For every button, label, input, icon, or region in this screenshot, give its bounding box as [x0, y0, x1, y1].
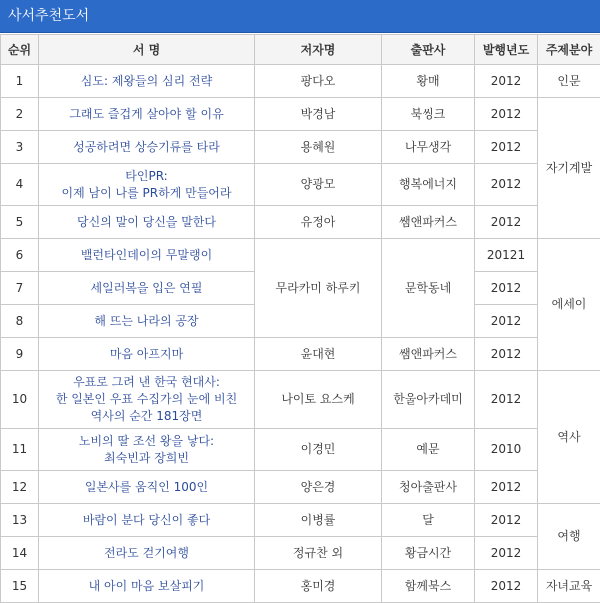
- rank-cell: 2: [1, 98, 39, 131]
- publisher-cell: 나무생각: [382, 131, 475, 164]
- year-cell: 2012: [475, 65, 538, 98]
- author-cell: 박경남: [255, 98, 382, 131]
- publisher-cell: 쌤앤파커스: [382, 206, 475, 239]
- publisher-cell: 쌤앤파커스: [382, 338, 475, 371]
- author-cell: 나이토 요스케: [255, 371, 382, 429]
- author-cell: 이병률: [255, 504, 382, 537]
- publisher-cell: 한울아카데미: [382, 371, 475, 429]
- page-title: 사서추천도서: [8, 8, 89, 24]
- year-cell: 2010: [475, 429, 538, 471]
- publisher-cell: 청아출판사: [382, 471, 475, 504]
- rank-cell: 13: [1, 504, 39, 537]
- rank-cell: 10: [1, 371, 39, 429]
- year-cell: 2012: [475, 98, 538, 131]
- author-cell: 팡다오: [255, 65, 382, 98]
- subject-cell-essay: 에세이: [538, 239, 600, 371]
- table-row: [1, 570, 600, 603]
- publisher-cell-merged: 문학동네: [382, 239, 475, 338]
- year-cell: 2012: [475, 504, 538, 537]
- author-cell: 용혜원: [255, 131, 382, 164]
- rank-cell: 11: [1, 429, 39, 471]
- table-row: [1, 98, 600, 131]
- book-title-cell[interactable]: [39, 206, 255, 239]
- book-title-cell[interactable]: [39, 272, 255, 305]
- table-row: [1, 429, 600, 471]
- book-title-link[interactable]: 밸런타인데이의 무말랭이: [81, 248, 212, 262]
- publisher-cell: 행복에너지: [382, 164, 475, 206]
- year-cell: 2012: [475, 164, 538, 206]
- book-title-link[interactable]: 해 뜨는 나라의 공장: [94, 314, 198, 328]
- year-cell: 2012: [475, 206, 538, 239]
- book-title-cell[interactable]: [39, 504, 255, 537]
- rank-cell: 12: [1, 471, 39, 504]
- book-title-cell[interactable]: [39, 239, 255, 272]
- year-cell: 2012: [475, 537, 538, 570]
- book-title-cell[interactable]: [39, 429, 255, 471]
- table-row: [1, 504, 600, 537]
- year-cell: 2012: [475, 570, 538, 603]
- book-title-cell[interactable]: [39, 371, 255, 429]
- subject-cell-humanities: 인문: [538, 65, 600, 98]
- table-row: [1, 65, 600, 98]
- book-title-link[interactable]: 마음 아프지마: [110, 347, 183, 361]
- author-cell: 정규찬 외: [255, 537, 382, 570]
- table-row: [1, 131, 600, 164]
- subject-cell-self-development: 자기계발: [538, 98, 600, 239]
- table-row: [1, 206, 600, 239]
- author-cell: 홍미경: [255, 570, 382, 603]
- book-title-link[interactable]: 전라도 걷기여행: [104, 546, 189, 560]
- publisher-cell: 함께북스: [382, 570, 475, 603]
- book-title-link[interactable]: 성공하려면 상승기류를 타라: [73, 140, 220, 154]
- book-title-cell[interactable]: [39, 537, 255, 570]
- book-title-link[interactable]: [56, 375, 237, 423]
- year-cell: 2012: [475, 272, 538, 305]
- column-header-rank: 순위: [1, 35, 39, 65]
- publisher-cell: 북씽크: [382, 98, 475, 131]
- recommended-books-table: [0, 34, 600, 603]
- rank-cell: 3: [1, 131, 39, 164]
- book-title-link[interactable]: 당신의 말이 당신을 말한다: [77, 215, 216, 229]
- book-title-cell[interactable]: [39, 338, 255, 371]
- book-title-cell[interactable]: [39, 98, 255, 131]
- book-title-line: 이제 남이 나를 PR하게 만들어라: [62, 186, 232, 200]
- column-header-author: 저자명: [255, 35, 382, 65]
- publisher-cell: 황매: [382, 65, 475, 98]
- rank-cell: 9: [1, 338, 39, 371]
- rank-cell: 6: [1, 239, 39, 272]
- book-title-line: 노비의 딸 조선 왕을 낳다:: [79, 434, 214, 448]
- rank-cell: 7: [1, 272, 39, 305]
- subject-cell-travel: 여행: [538, 504, 600, 570]
- subject-cell-history: 역사: [538, 371, 600, 504]
- book-title-line: 한 일본인 우표 수집가의 눈에 비친: [56, 392, 237, 406]
- author-cell: 양은경: [255, 471, 382, 504]
- author-cell: 유정아: [255, 206, 382, 239]
- column-header-subject: 주제분야: [538, 35, 600, 65]
- rank-cell: 4: [1, 164, 39, 206]
- book-title-cell[interactable]: [39, 570, 255, 603]
- table-row: [1, 537, 600, 570]
- author-cell: 양광모: [255, 164, 382, 206]
- book-title-cell[interactable]: [39, 305, 255, 338]
- author-cell: 이경민: [255, 429, 382, 471]
- publisher-cell: 달: [382, 504, 475, 537]
- page-title-bar: [0, 0, 600, 33]
- book-title-cell[interactable]: [39, 471, 255, 504]
- year-cell: 2012: [475, 371, 538, 429]
- year-cell: 20121: [475, 239, 538, 272]
- column-header-title: 서 명: [39, 35, 255, 65]
- table-row: [1, 338, 600, 371]
- book-title-line: 타인PR:: [125, 169, 167, 183]
- book-title-link[interactable]: [79, 434, 214, 465]
- author-cell: 윤대현: [255, 338, 382, 371]
- table-row: [1, 371, 600, 429]
- book-title-link[interactable]: 심도: 제왕들의 심리 전략: [81, 74, 212, 88]
- book-title-line: 역사의 순간 181장면: [91, 409, 203, 423]
- rank-cell: 15: [1, 570, 39, 603]
- rank-cell: 1: [1, 65, 39, 98]
- table-row: [1, 471, 600, 504]
- book-title-link[interactable]: 일본사를 움직인 100인: [85, 480, 208, 494]
- book-title-link[interactable]: 그래도 즐겁게 살아야 할 이유: [69, 107, 223, 121]
- book-title-line: 우표로 그려 낸 한국 현대사:: [73, 375, 220, 389]
- book-title-link[interactable]: 바람이 분다 당신이 좋다: [83, 513, 210, 527]
- table-row: [1, 239, 600, 272]
- publisher-cell: 예문: [382, 429, 475, 471]
- year-cell: 2012: [475, 471, 538, 504]
- year-cell: 2012: [475, 338, 538, 371]
- rank-cell: 5: [1, 206, 39, 239]
- column-header-publisher: 출판사: [382, 35, 475, 65]
- table-header-row: [1, 35, 600, 65]
- book-title-link[interactable]: [62, 169, 232, 200]
- column-header-year: 발행년도: [475, 35, 538, 65]
- year-cell: 2012: [475, 131, 538, 164]
- table-row: [1, 164, 600, 206]
- publisher-cell: 황금시간: [382, 537, 475, 570]
- subject-cell-parenting: 자녀교육: [538, 570, 600, 603]
- book-title-link[interactable]: 세일러복을 입은 연필: [91, 281, 203, 295]
- book-title-cell[interactable]: [39, 131, 255, 164]
- year-cell: 2012: [475, 305, 538, 338]
- book-title-link[interactable]: 내 아이 마음 보살피기: [89, 579, 205, 593]
- book-title-line: 최숙빈과 장희빈: [104, 451, 189, 465]
- book-title-cell[interactable]: [39, 164, 255, 206]
- rank-cell: 14: [1, 537, 39, 570]
- rank-cell: 8: [1, 305, 39, 338]
- book-title-cell[interactable]: [39, 65, 255, 98]
- author-cell-merged: 무라카미 하루키: [255, 239, 382, 338]
